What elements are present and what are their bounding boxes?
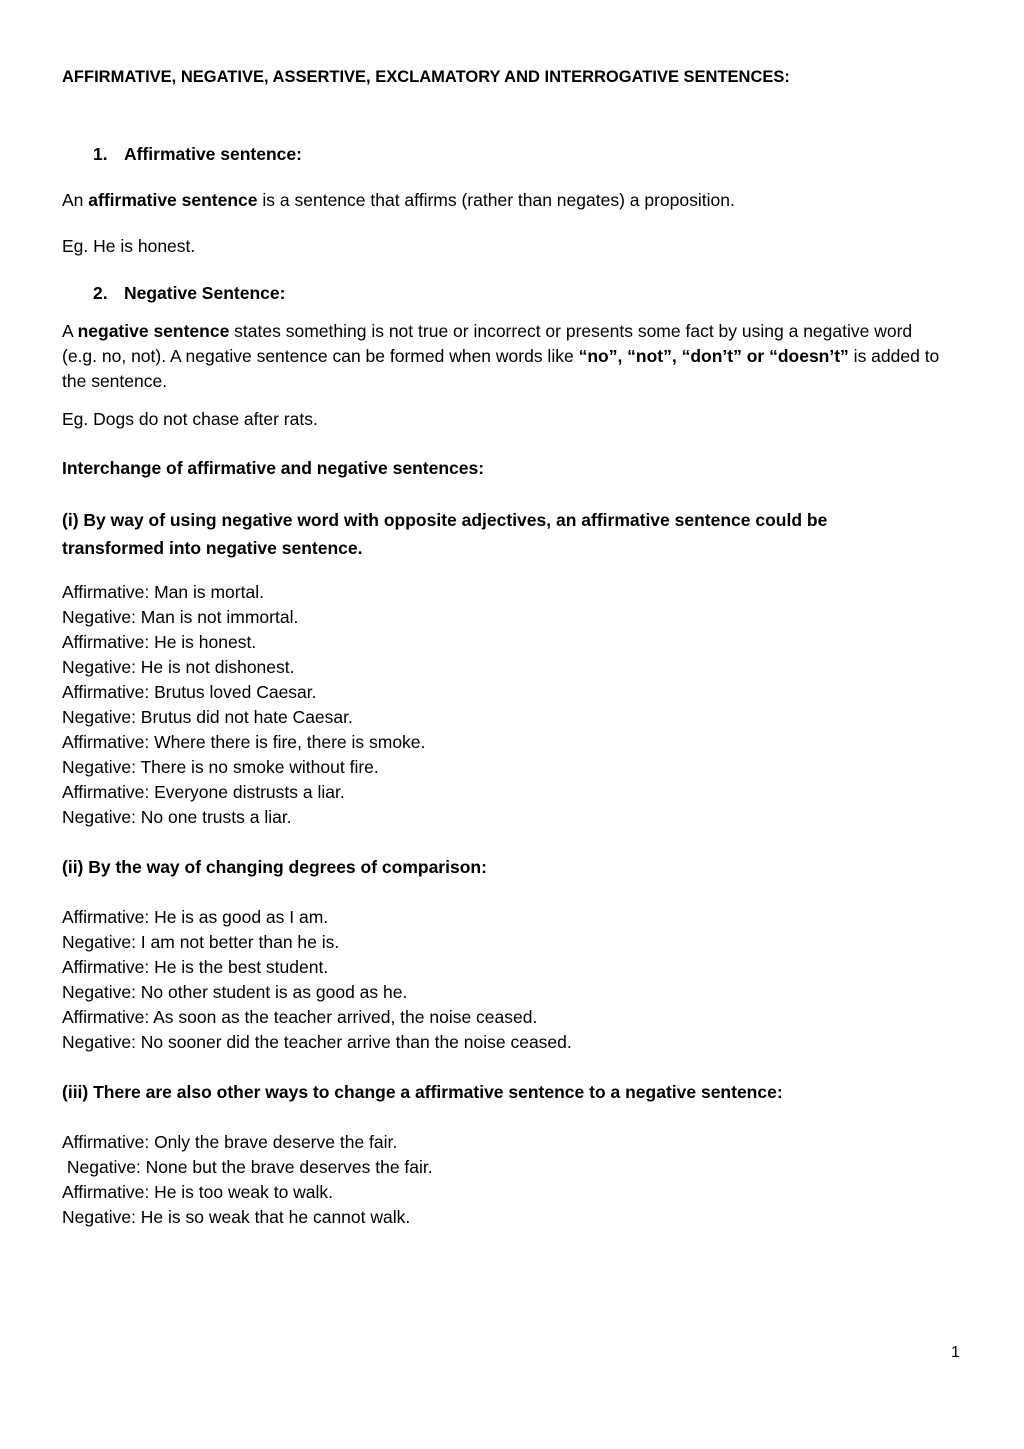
- section-1-heading: [62, 142, 942, 167]
- rule-2-examples: [62, 905, 942, 1055]
- section-1-example: Eg. He is honest.: [62, 236, 196, 256]
- example-line: Affirmative: He is too weak to walk.: [62, 1182, 334, 1202]
- section-1-number: 1.: [93, 144, 108, 164]
- definition-term: affirmative sentence: [88, 190, 258, 210]
- example-line: Affirmative: Where there is fire, there is smoke.: [62, 732, 426, 752]
- definition-text: states something is not true or incorrect or presents some fact by using a negative word (e.g. no, not). A negative sentence can be formed when words like: [62, 321, 913, 366]
- definition-text: A: [62, 321, 78, 341]
- example-line: Affirmative: He is honest.: [62, 632, 257, 652]
- example-line: Affirmative: Only the brave deserve the fair.: [62, 1132, 398, 1152]
- interchange-heading: Interchange of affirmative and negative sentences:: [62, 458, 485, 478]
- document-title: AFFIRMATIVE, NEGATIVE, ASSERTIVE, EXCLAMATORY AND INTERROGATIVE SENTENCES:: [62, 68, 790, 86]
- example-line: Negative: I am not better than he is.: [62, 932, 340, 952]
- example-line: Negative: There is no smoke without fire.: [62, 757, 379, 777]
- negative-words: “no”, “not”, “don’t” or “doesn’t”: [578, 346, 849, 366]
- example-line: Affirmative: Brutus loved Caesar.: [62, 682, 317, 702]
- example-line: Affirmative: He is as good as I am.: [62, 907, 329, 927]
- section-2-number: 2.: [93, 283, 108, 303]
- section-2-definition: [62, 319, 942, 394]
- rule-1-examples: [62, 580, 942, 830]
- section-1-definition: [62, 188, 942, 213]
- document-page: [62, 62, 942, 1230]
- example-line: Affirmative: Everyone distrusts a liar.: [62, 782, 345, 802]
- example-line: Affirmative: As soon as the teacher arrived, the noise ceased.: [62, 1007, 538, 1027]
- section-1-title: Affirmative sentence:: [124, 144, 302, 164]
- section-2-heading: [62, 281, 942, 306]
- example-line: Negative: No one trusts a liar.: [62, 807, 292, 827]
- definition-text: An: [62, 190, 89, 210]
- example-line: Negative: None but the brave deserves the fair.: [62, 1157, 433, 1177]
- rule-1-heading: (i) By way of using negative word with opposite adjectives, an affirmative sentence could be transformed into negative sentence.: [62, 510, 828, 558]
- example-line: Negative: Brutus did not hate Caesar.: [62, 707, 353, 727]
- example-line: Negative: Man is not immortal.: [62, 607, 299, 627]
- definition-text: is added to the sentence.: [62, 346, 940, 391]
- definition-term: negative sentence: [77, 321, 230, 341]
- section-2-example: Eg. Dogs do not chase after rats.: [62, 409, 318, 429]
- example-line: Negative: No sooner did the teacher arrive than the noise ceased.: [62, 1032, 572, 1052]
- definition-text: is a sentence that affirms (rather than negates) a proposition.: [257, 190, 735, 210]
- example-line: Negative: He is not dishonest.: [62, 657, 295, 677]
- rule-3-heading: (iii) There are also other ways to change a affirmative sentence to a negative sentence:: [62, 1082, 783, 1102]
- example-line: Negative: No other student is as good as he.: [62, 982, 408, 1002]
- example-line: Negative: He is so weak that he cannot walk.: [62, 1207, 411, 1227]
- example-line: Affirmative: He is the best student.: [62, 957, 329, 977]
- rule-2-heading: (ii) By the way of changing degrees of comparison:: [62, 857, 487, 877]
- page-number: 1: [951, 1344, 960, 1361]
- example-line: Affirmative: Man is mortal.: [62, 582, 264, 602]
- rule-3-examples: [62, 1130, 942, 1230]
- section-2-title: Negative Sentence:: [124, 283, 286, 303]
